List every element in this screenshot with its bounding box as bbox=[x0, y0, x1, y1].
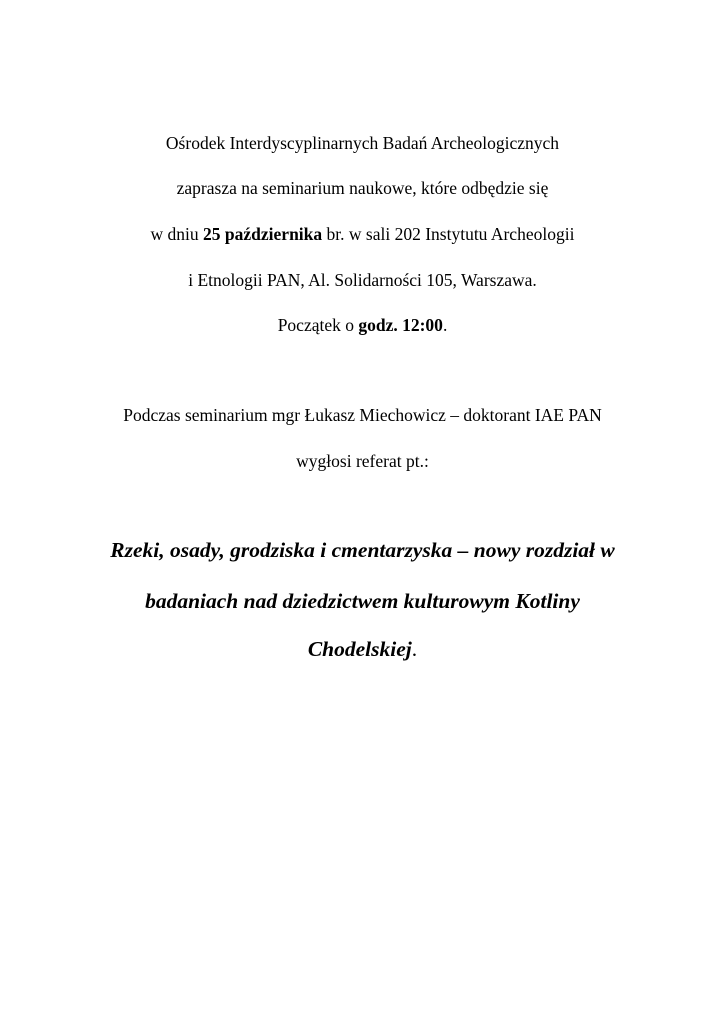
start-time: godz. 12:00 bbox=[358, 315, 443, 335]
venue-text: br. w sali 202 Instytutu Archeologii bbox=[322, 224, 575, 244]
seminar-date: 25 października bbox=[203, 224, 323, 244]
organizer-text: Ośrodek Interdyscyplinarnych Badań Archeologicznych bbox=[165, 133, 560, 153]
start-suffix: . bbox=[442, 315, 448, 335]
talk-title-line-1 bbox=[0, 537, 725, 563]
address-line bbox=[0, 270, 725, 290]
lecture-intro-text: wygłosi referat pt.: bbox=[296, 451, 429, 471]
address-text: i Etnologii PAN, Al. Solidarności 105, Warszawa. bbox=[188, 270, 537, 290]
talk-title-line-3 bbox=[0, 636, 725, 662]
invitation-text: zaprasza na seminarium naukowe, które odbędzie się bbox=[176, 178, 549, 198]
invitation-line bbox=[0, 178, 725, 198]
speaker-line bbox=[0, 405, 725, 425]
start-time-line bbox=[0, 315, 725, 335]
organizer-line bbox=[0, 133, 725, 153]
talk-title-line-2 bbox=[0, 588, 725, 614]
speaker-text: Podczas seminarium mgr Łukasz Miechowicz – doktorant IAE PAN bbox=[123, 405, 602, 425]
talk-title-text-2: badaniach nad dziedzictwem kulturowym Kotliny bbox=[145, 589, 580, 613]
lecture-intro-line bbox=[0, 451, 725, 471]
start-prefix: Początek o bbox=[277, 315, 359, 335]
talk-title-text-1: Rzeki, osady, grodziska i cmentarzyska – nowy rozdział w bbox=[110, 538, 615, 562]
date-prefix: w dniu bbox=[150, 224, 204, 244]
date-venue-line bbox=[0, 224, 725, 244]
talk-title-period: . bbox=[411, 637, 418, 661]
talk-title-text-3: Chodelskiej bbox=[307, 637, 412, 661]
